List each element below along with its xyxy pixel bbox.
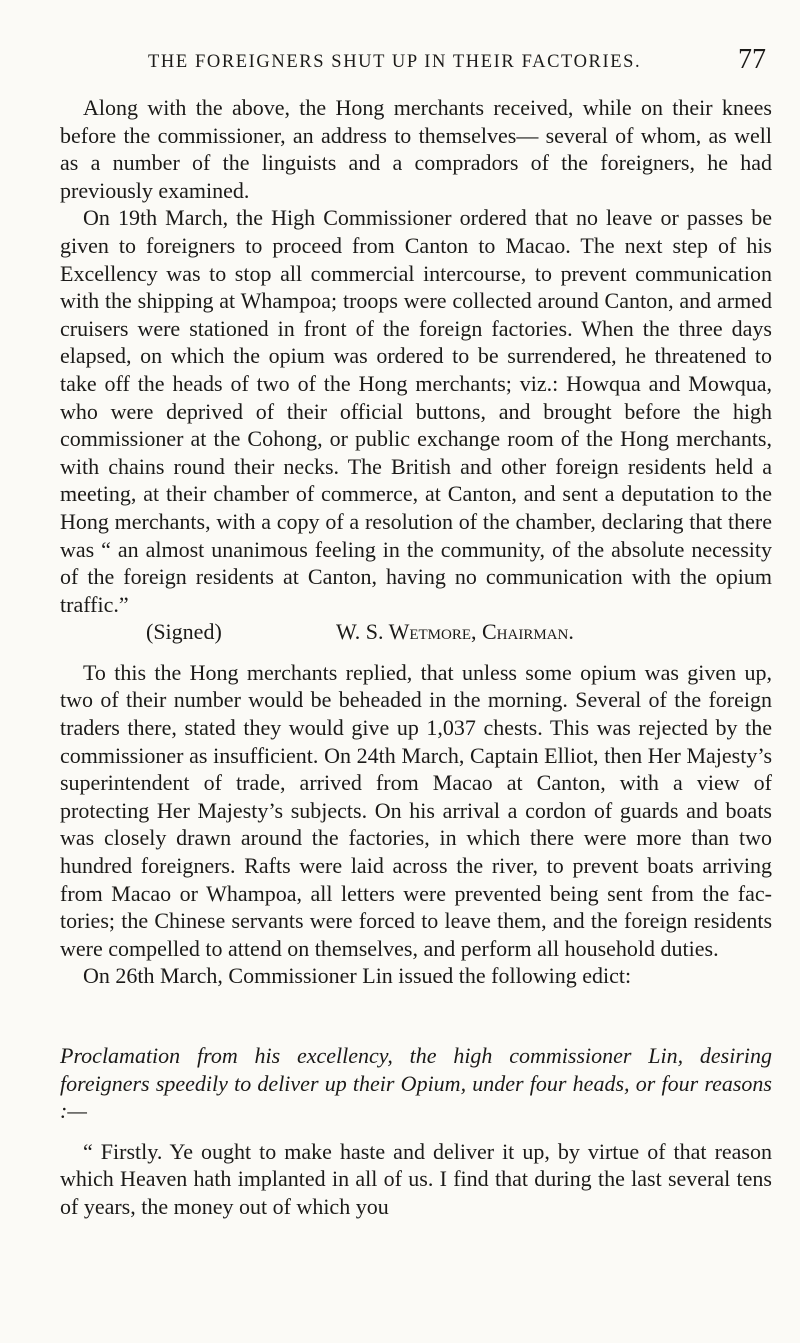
proclamation-heading: Proclamation from his excellency, the high commissioner Lin, desiring foreigners speedily to deliver up their Opium, under four heads, or four reasons :— — [60, 1043, 772, 1124]
paragraph-hong-merchants-address: Along with the above, the Hong merchants received, while on their knees before the commissioner, an address to themselves— several of whom, as well as a number of the linguists and a compradors of the foreigners, he had previously examined. — [60, 95, 772, 203]
running-title: THE FOREIGNERS SHUT UP IN THEIR FACTORIES. — [148, 52, 642, 72]
spacer — [60, 646, 772, 659]
paragraph-edict-intro: On 26th March, Commissioner Lin issued the following edict: — [83, 963, 632, 989]
signature-line — [60, 618, 772, 646]
body-text — [60, 94, 772, 1221]
proclamation-firstly: “ Firstly. Ye ought to make haste and deliver it up, by virtue of that reason which Heaven hath implanted in all of us. I find that during the last several tens of years, the money out of which you — [60, 1138, 772, 1219]
paragraph-hong-reply: To this the Hong merchants replied, that unless some opium was given up, two of their number would be beheaded in the morning. Several of the foreign traders there, stated they would give up 1,037 chests. This was rejected by the commissioner as insufficient. On 24th March, Captain Elliot, then Her Majesty’s superintendent of trade, arrived from Macao at Canton, with a view of protecting Her Majesty’s subjects. On his arrival a cordon of guards and boats was closely drawn around the factories, in which there were more than two hundred foreigners. Rafts were laid across the river, to prevent boats arriving from Macao or Whampoa, all letters were prevented being sent from the factories; the Chinese servants were forced to leave them, and the foreign residents were compelled to attend on themselves, and perform all household duties. — [60, 659, 772, 961]
paragraph-commissioner-orders: On 19th March, the High Commissioner ordered that no leave or passes be given to foreigners to proceed from Canton to Macao. The next step of his Excellency was to stop all commercial intercourse, to prevent communication with the shipping at Whampoa; troops were collected around Canton, and armed cruisers were stationed in front of the foreign factories. When the three days elapsed, on which the opium was ordered to be surrendered, he threatened to take off the heads of two of the Hong merchants; viz.: Howqua and Mowqua, who were deprived of their official buttons, and brought before the high commissioner at the Cohong, or public exchange room of the Hong merchants, with chains round their necks. The British and other foreign residents held a meeting, at their chamber of commerce, at Canton, and sent a deputation to the Hong merchants, with a copy of a resolution of the chamber, declaring that there was “ an almost unanimous feeling in the community, of the absolute necessity of the foreign residents at Canton, having no communication with the opium traffic.” — [60, 205, 772, 617]
signature-signed: (Signed) — [146, 619, 222, 645]
spacer — [60, 1125, 772, 1138]
running-head — [112, 46, 766, 76]
signature-name: W. S. Wetmore, Chairman. — [336, 619, 574, 645]
spacer — [60, 990, 772, 1042]
page-number: 77 — [738, 44, 766, 75]
